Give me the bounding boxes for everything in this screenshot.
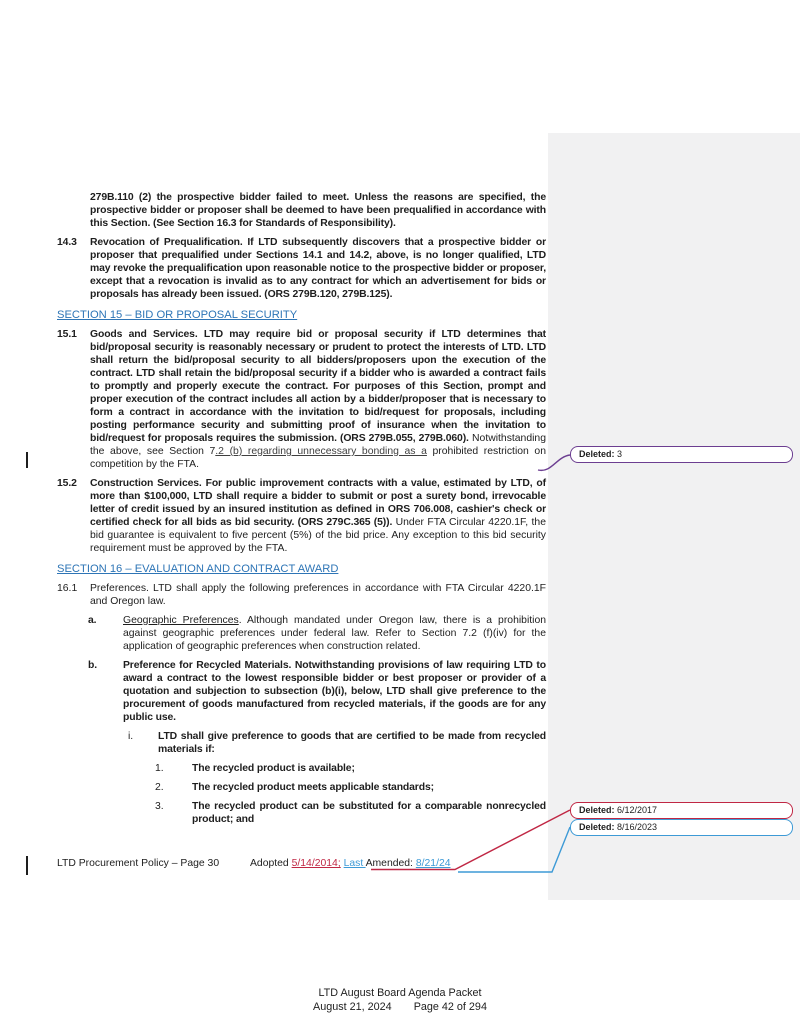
paragraph (57, 659, 546, 724)
comment-label: Deleted: (579, 449, 615, 459)
paragraph (57, 800, 546, 826)
footer-document-title: LTD Procurement Policy – Page 30 (57, 858, 220, 869)
text-run: Under FTA Circular 4220.1F, the bid guarantee is equivalent to five percent (5%) of the bid price. Any exception to this bid security requirement must be approved by the FTA. (90, 517, 546, 554)
text-run: 5/14/2014; (291, 858, 341, 869)
paragraph-number: 2. (155, 782, 164, 793)
comment-value: 3 (614, 449, 623, 459)
paragraph (57, 236, 546, 301)
paragraph-number: 15.1 (57, 329, 77, 340)
paragraph (57, 730, 546, 756)
comment-label: Deleted: (579, 805, 615, 815)
deleted-comment-balloon[interactable] (570, 819, 793, 836)
text-run: Last (343, 858, 366, 869)
deleted-comment-balloon[interactable] (570, 446, 793, 463)
text-run: .2 (b) regarding unnecessary bonding as a (215, 446, 427, 457)
paragraph (57, 781, 546, 794)
paragraph (57, 614, 546, 653)
document-text (57, 191, 546, 832)
text-run: Preferences. LTD shall apply the following preferences in accordance with FTA Circular 4220.1F and Oregon law. (90, 583, 546, 607)
comment-label: Deleted: (579, 822, 615, 832)
paragraph (57, 582, 546, 608)
page-footer (57, 858, 546, 874)
text-run: Adopted (250, 858, 292, 869)
text-run: The recycled product can be substituted for a comparable nonrecycled product; and (192, 801, 546, 825)
text-run: LTD shall give preference to goods that are certified to be made from recycled materials if: (158, 731, 546, 755)
change-bar (26, 452, 28, 468)
change-bar (26, 856, 28, 875)
text-run: The recycled product is available; (192, 763, 355, 774)
text-run: Goods and Services. LTD may require bid or proposal security if LTD determines that bid/proposal security is reasonably necessary or prudent to protect the interests of LTD. LTD shall return the bid/proposal security to all bidders/proposers upon the execution of the contract. LTD shall retain the bid/proposal security if a bidder who is awarded a contract fails to promptly and properly execute the contract. For purposes of this Section, prompt and proper execution of the contract includes all action by a bidder/proposer that is necessary to form a contract in accordance with the invitation to bid/request for proposals, including posting performance security and submitting proof of insurance when the invitation to bid/request for proposals requires the submission. (ORS 279B.055, 279B.060). (90, 329, 546, 444)
paragraph-number: 15.2 (57, 478, 77, 489)
packet-footer-title: LTD August Board Agenda Packet (318, 987, 482, 999)
section-heading: SECTION 15 – BID OR PROPOSAL SECURITY (57, 309, 298, 321)
text-run: . Although mandated under Oregon law, there is a prohibition against geographic preferences under federal law. Refer to Section 7.2 (f)(iv) for the application of geographic preferences when construction related. (123, 615, 546, 652)
text-run: Preference for Recycled Materials. Notwithstanding provisions of law requiring LTD to award a contract to the lowest responsible bidder or best proposer or provider of a quotation and subjection to subsection (b)(i), below, LTD shall give preference to the procurement of goods manufactured from recycled materials, if the goods are for any public use. (123, 660, 546, 723)
paragraph-number: b. (88, 660, 97, 671)
text-run: 8/21/24 (415, 858, 451, 869)
packet-footer-page: Page 42 of 294 (413, 1000, 487, 1013)
paragraph-number: 16.1 (57, 583, 78, 594)
paragraph (57, 762, 546, 775)
paragraph-number: 14.3 (57, 237, 77, 248)
text-run: Notwithstanding the above, see Section 7 (90, 433, 546, 457)
footer-adopted (250, 858, 451, 869)
packet-footer (0, 987, 800, 1014)
text-run: The recycled product meets applicable standards; (192, 782, 434, 793)
paragraph-number: a. (88, 615, 97, 626)
paragraph (57, 328, 546, 471)
paragraph-number: 3. (155, 801, 164, 812)
section-heading: SECTION 16 – EVALUATION AND CONTRACT AWARD (57, 563, 339, 575)
text-run: Amended: (365, 858, 416, 869)
paragraph (57, 191, 546, 230)
comment-value: 6/12/2017 (614, 805, 658, 815)
paragraph (57, 477, 546, 555)
text-run: Geographic Preferences (123, 615, 239, 626)
comment-value: 8/16/2023 (614, 822, 658, 832)
paragraph-number: 1. (155, 763, 164, 774)
text-run: 279B.110 (2) the prospective bidder failed to meet. Unless the reasons are specified, the prospective bidder or proposer shall be deemed to have been prequalified in accordance with this Section. (See Section 16.3 for Standards of Responsibility). (90, 192, 546, 229)
text-run: Revocation of Prequalification. If LTD subsequently discovers that a prospective bidder or proposer that prequalified under Sections 14.1 and 14.2, above, is no longer qualified, LTD may revoke the prequalification upon reasonable notice to the prospective bidder or proposer, except that a revocation is invalid as to any contract for which an advertisement for bids or proposals has already been issued. (ORS 279B.120, 279B.125). (90, 237, 546, 300)
markup-area (548, 133, 800, 900)
deleted-comment-balloon[interactable] (570, 802, 793, 819)
text-run: prohibited restriction on competition by the FTA. (90, 446, 546, 470)
paragraph-number: i. (128, 731, 134, 742)
text-run: Construction Services. For public improvement contracts with a value, estimated by LTD, of more than $100,000, LTD shall require a bidder to submit or post a surety bond, irrevocable letter of credit issued by an insured institution as defined in ORS 706.008, cashier's check or certified check for all bids as bid security. (ORS 279C.365 (5)). (90, 478, 546, 528)
packet-footer-date: August 21, 2024 (313, 1000, 392, 1013)
